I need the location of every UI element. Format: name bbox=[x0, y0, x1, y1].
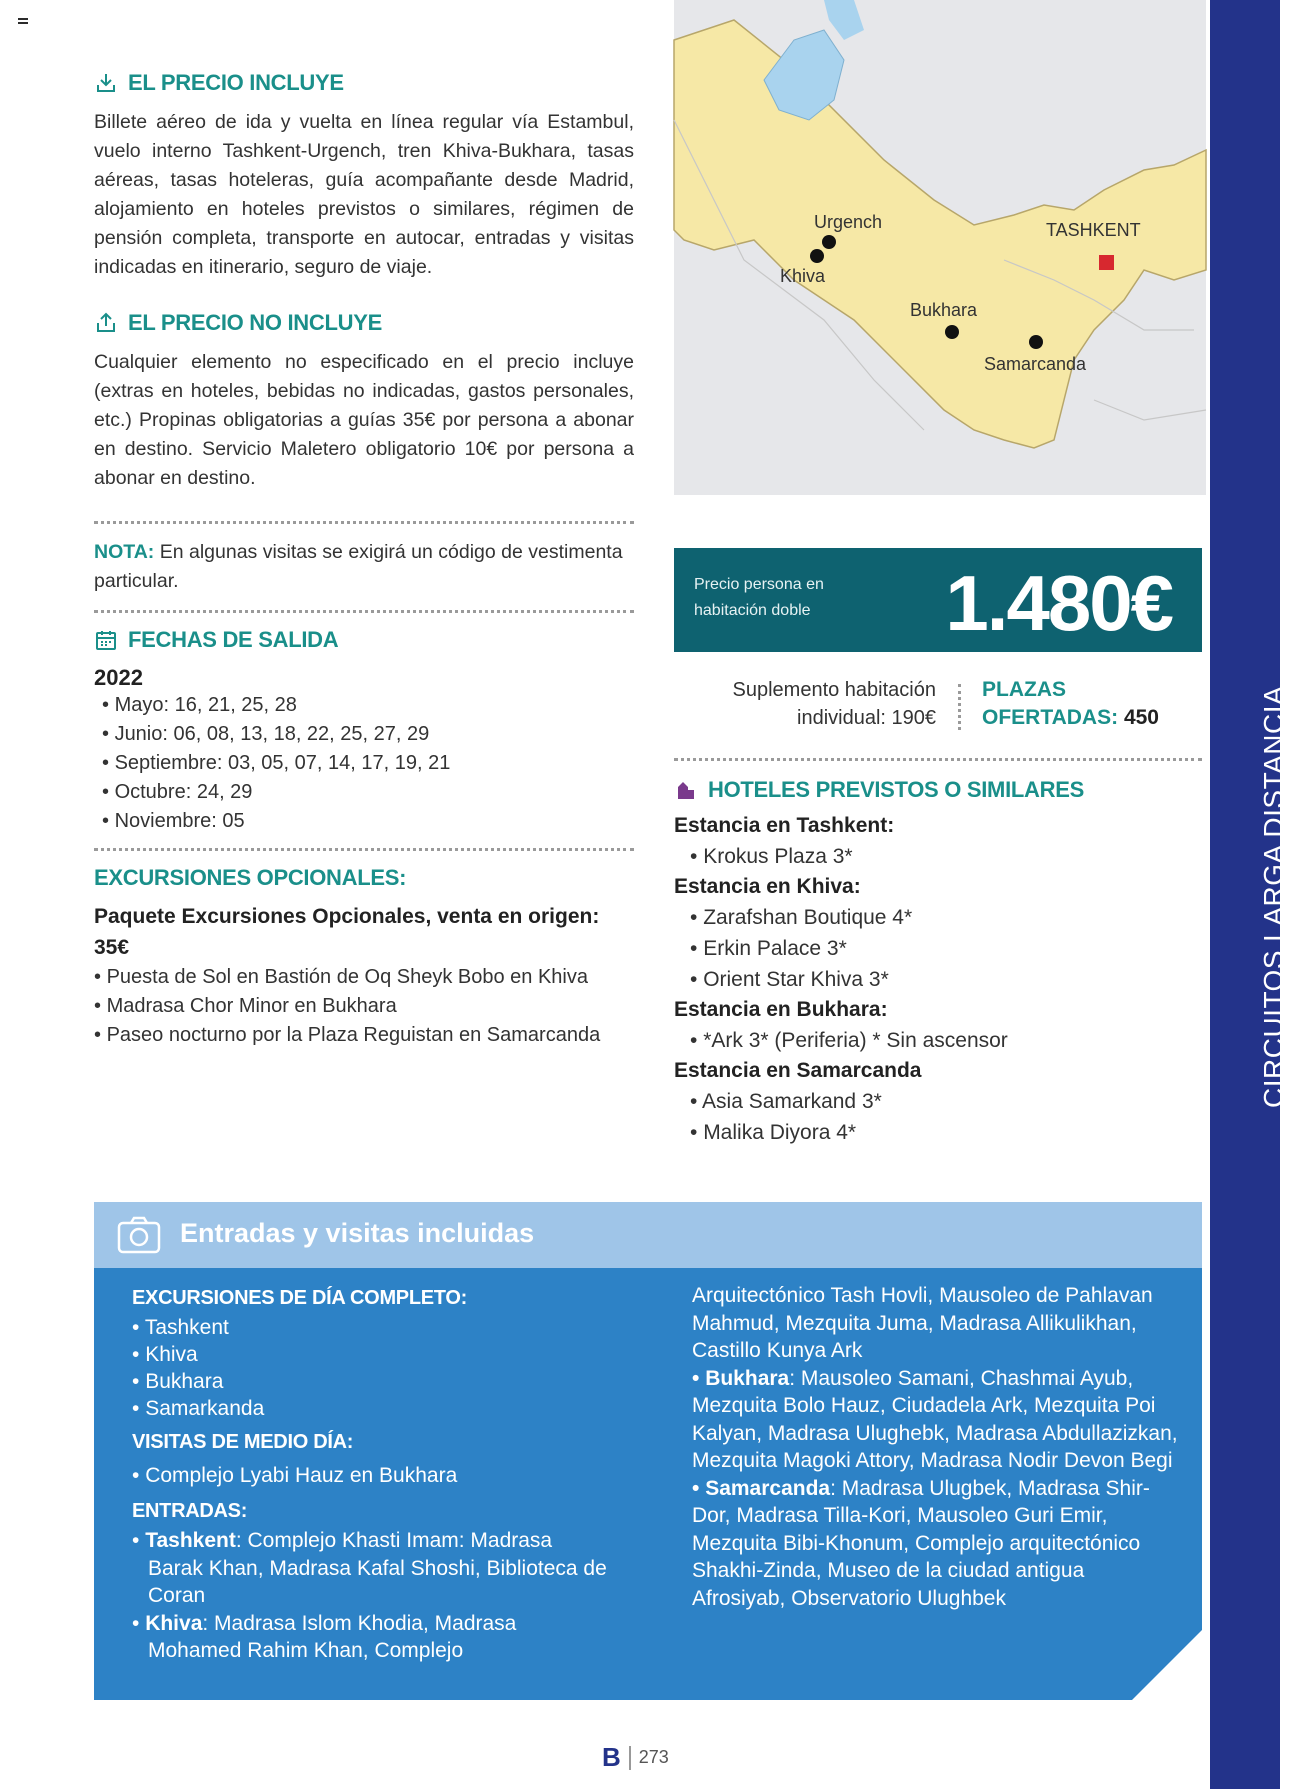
visits-left bbox=[132, 1282, 612, 1665]
visits-title: Entradas y visitas incluidas bbox=[180, 1218, 535, 1248]
city-dot-khiva bbox=[810, 249, 824, 263]
brand-logo: B bbox=[602, 1742, 621, 1772]
list-item: • *Ark 3* (Periferia) * Sin ascensor bbox=[690, 1025, 1202, 1056]
visits-panel bbox=[94, 1202, 1202, 1700]
dates-list bbox=[94, 691, 634, 836]
capital-marker-tashkent bbox=[1099, 255, 1114, 270]
left-column bbox=[94, 70, 634, 1050]
entry-label: Bukhara bbox=[705, 1366, 790, 1390]
sidebar-label: CIRCUITOS LARGA DISTANCIA bbox=[1258, 685, 1289, 1108]
visits-header bbox=[94, 1202, 1202, 1268]
city-dot-urgench bbox=[822, 235, 836, 249]
divider bbox=[674, 758, 1202, 761]
excursions-title: EXCURSIONES OPCIONALES: bbox=[94, 865, 407, 890]
note bbox=[94, 538, 634, 596]
entries-title: ENTRADAS: bbox=[132, 1500, 248, 1522]
full-day-list bbox=[132, 1314, 612, 1422]
list-item: • Tashkent bbox=[132, 1314, 612, 1341]
list-item: • Krokus Plaza 3* bbox=[690, 841, 1202, 872]
list-item: • Asia Samarkand 3* bbox=[690, 1086, 1202, 1117]
list-item: • Khiva bbox=[132, 1341, 612, 1368]
plazas-label2: OFERTADAS: bbox=[982, 706, 1119, 729]
entry-label: Tashkent bbox=[145, 1529, 236, 1552]
list-item: • Octubre: 24, 29 bbox=[102, 778, 634, 807]
map-label: Bukhara bbox=[910, 300, 978, 320]
entry-text: : Madrasa Ulugbek, Madrasa Shir-Dor, Madrasa Tilla-Kori, Mausoleo Guri Emir, Mezquita Bibi-Khonum, Complejo arquitectónico Shakhi-Zinda, Museo de la ciudad antigua Afrosiyab, Observatorio Ulughbek bbox=[692, 1476, 1150, 1610]
map-label: Urgench bbox=[814, 212, 883, 232]
list-item: • Mayo: 16, 21, 25, 28 bbox=[102, 691, 634, 720]
list-item: • Bukhara bbox=[132, 1368, 612, 1395]
includes-heading bbox=[94, 70, 634, 96]
list-item: • Junio: 06, 08, 13, 18, 22, 25, 27, 29 bbox=[102, 720, 634, 749]
not-includes-title: EL PRECIO NO INCLUYE bbox=[128, 310, 382, 335]
list-item: • Paseo nocturno por la Plaza Reguistan en Samarcanda bbox=[94, 1021, 634, 1050]
hotel-stay-name: Estancia en Samarcanda bbox=[674, 1059, 922, 1082]
excursions-list bbox=[94, 963, 634, 1050]
list-item: • Septiembre: 03, 05, 07, 14, 17, 19, 21 bbox=[102, 749, 634, 778]
divider bbox=[94, 848, 634, 851]
list-item: • Puesta de Sol en Bastión de Oq Sheyk Bobo en Khiva bbox=[94, 963, 634, 992]
not-includes-text: Cualquier elemento no especificado en el precio incluye (extras en hoteles, bebidas no indicadas, gastos personales, etc.) Propinas obligatorias a guías 35€ por persona a abonar en destino. Servicio Maletero obligatorio 10€ por persona a abonar en destino. bbox=[94, 351, 634, 489]
excursions-package: Paquete Excursiones Opcionales, venta en origen: 35€ bbox=[94, 905, 600, 959]
hotels-heading bbox=[674, 777, 1202, 803]
plazas bbox=[982, 676, 1159, 732]
list-item: • Malika Diyora 4* bbox=[690, 1117, 1202, 1148]
plazas-label1: PLAZAS bbox=[982, 678, 1066, 701]
hotel-list bbox=[674, 1025, 1202, 1056]
visits-right bbox=[692, 1282, 1182, 1612]
download-icon bbox=[94, 71, 118, 95]
price-caption: Precio persona en habitación doble bbox=[694, 576, 824, 619]
hotel-list bbox=[674, 841, 1202, 872]
menu-marker bbox=[18, 18, 28, 24]
hotel-stay-name: Estancia en Bukhara: bbox=[674, 998, 888, 1021]
hotel-stay-name: Estancia en Khiva: bbox=[674, 875, 861, 898]
map-label: Khiva bbox=[780, 266, 826, 286]
map-graphic bbox=[674, 0, 1206, 495]
map-label: Samarcanda bbox=[984, 354, 1087, 374]
excursions-heading bbox=[94, 865, 634, 891]
map-label: TASHKENT bbox=[1046, 220, 1141, 240]
includes-text: Billete aéreo de ida y vuelta en línea regular vía Estambul, vuelo interno Tashkent-Urgench, tren Khiva-Bukhara, tasas aéreas, tasas hoteleras, guía acompañante desde Madrid, alojamiento en hoteles previstos o similares, régimen de pensión completa, transporte en autocar, entradas y visitas indicadas en itinerario, seguro de viaje. bbox=[94, 111, 634, 278]
camera-icon bbox=[116, 1214, 162, 1256]
entry-khiva: • Khiva: Madrasa Islom Khodia, Madrasa Mohamed Rahim Khan, Complejo bbox=[132, 1611, 517, 1662]
includes-title: EL PRECIO INCLUYE bbox=[128, 70, 344, 95]
not-includes-heading bbox=[94, 310, 634, 336]
calendar-icon bbox=[94, 628, 118, 652]
plazas-value: 450 bbox=[1123, 706, 1159, 729]
supplement-line1: Suplemento habitación bbox=[732, 679, 936, 701]
city-dot-bukhara bbox=[945, 325, 959, 339]
hotel-list bbox=[674, 902, 1202, 995]
half-day-list bbox=[132, 1462, 612, 1489]
list-item: • Madrasa Chor Minor en Bukhara bbox=[94, 992, 634, 1021]
dates-title: FECHAS DE SALIDA bbox=[128, 627, 339, 652]
supplement bbox=[674, 676, 936, 732]
list-item: • Zarafshan Boutique 4* bbox=[690, 902, 1202, 933]
dates-heading bbox=[94, 627, 634, 653]
supplement-line2: individual: 190€ bbox=[797, 707, 936, 729]
list-item: • Samarkanda bbox=[132, 1395, 612, 1422]
entry-bukhara: • Bukhara: Mausoleo Samani, Chashmai Ayub, Mezquita Bolo Hauz, Ciudadela Ark, Mezquita Poi Kalyan, Madrasa Ulughebk, Madrasa Abdullazizkan, Mezquita Magoki Attory, Madrasa Nodir Devon Begi bbox=[692, 1366, 1178, 1472]
hotel-icon bbox=[674, 778, 698, 802]
entry-label: Khiva bbox=[145, 1611, 203, 1635]
entry-text: : Madrasa Islom Khodia, Madrasa Mohamed Rahim Khan, Complejo bbox=[148, 1611, 517, 1662]
city-dot-samarcanda bbox=[1029, 335, 1043, 349]
price-box bbox=[674, 548, 1202, 652]
list-item: • Orient Star Khiva 3* bbox=[690, 964, 1202, 995]
price-value: 1.480€ bbox=[945, 559, 1172, 647]
list-item: • Noviembre: 05 bbox=[102, 807, 634, 836]
divider bbox=[94, 610, 634, 613]
vertical-divider bbox=[958, 684, 961, 730]
right-column bbox=[674, 758, 1202, 1148]
hotel-stay-name: Estancia en Tashkent: bbox=[674, 814, 895, 837]
entry-text: : Complejo Khasti Imam: Madrasa Barak Khan, Madrasa Kafal Shoshi, Biblioteca de Coran bbox=[148, 1529, 607, 1607]
note-label: NOTA: bbox=[94, 541, 155, 563]
entry-samarcanda: • Samarcanda: Madrasa Ulugbek, Madrasa Shir-Dor, Madrasa Tilla-Kori, Mausoleo Guri Emir, Mezquita Bibi-Khonum, Complejo arquitectónico Shakhi-Zinda, Museo de la ciudad antigua Afrosiyab, Observatorio Ulughbek bbox=[692, 1476, 1150, 1610]
full-day-title: EXCURSIONES DE DÍA COMPLETO: bbox=[132, 1287, 467, 1309]
list-item: • Complejo Lyabi Hauz en Bukhara bbox=[132, 1462, 612, 1489]
note-text: En algunas visitas se exigirá un código de vestimenta particular. bbox=[94, 541, 623, 592]
entry-text: : Mausoleo Samani, Chashmai Ayub, Mezquita Bolo Hauz, Ciudadela Ark, Mezquita Poi Kalyan, Madrasa Ulughebk, Madrasa Abdullazizkan, Mezquita Magoki Attory, Madrasa Nodir Devon Begi bbox=[692, 1366, 1178, 1472]
entry-label: Samarcanda bbox=[705, 1476, 831, 1500]
panel-corner-cut bbox=[1132, 1630, 1202, 1700]
upload-icon bbox=[94, 311, 118, 335]
hotel-stays bbox=[674, 811, 1202, 1148]
route-map bbox=[674, 0, 1206, 495]
dates-year: 2022 bbox=[94, 665, 143, 690]
half-day-title: VISITAS DE MEDIO DÍA: bbox=[132, 1431, 354, 1453]
hotel-list bbox=[674, 1086, 1202, 1148]
entry-khiva-continued: Arquitectónico Tash Hovli, Mausoleo de Pahlavan Mahmud, Mezquita Juma, Madrasa Allikulikhan, Castillo Kunya Ark bbox=[692, 1284, 1153, 1362]
list-item: • Erkin Palace 3* bbox=[690, 933, 1202, 964]
hotels-title: HOTELES PREVISTOS O SIMILARES bbox=[708, 777, 1084, 802]
page-footer bbox=[602, 1742, 669, 1773]
divider bbox=[94, 521, 634, 524]
page-number: 273 bbox=[638, 1747, 669, 1767]
entry-tashkent: • Tashkent: Complejo Khasti Imam: Madrasa Barak Khan, Madrasa Kafal Shoshi, Biblioteca de Coran bbox=[132, 1529, 607, 1607]
footer-divider bbox=[629, 1746, 631, 1770]
